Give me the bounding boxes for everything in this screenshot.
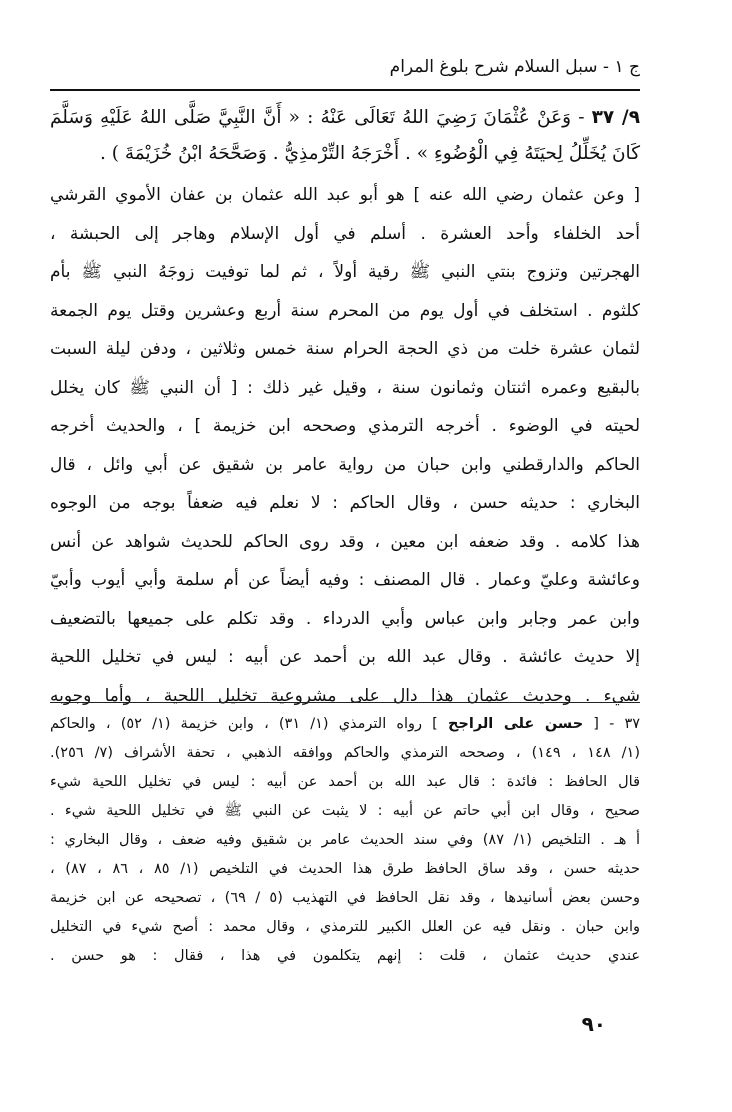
- header-divider: [50, 89, 640, 91]
- footnote-line: قال الحافظ : فائدة : قال عبد الله بن أحمد عن أبيه : ليس في تخليل اللحية شيء: [50, 774, 640, 790]
- footnote-line: (١/ ١٤٨ ، ١٤٩) ، وصححه الترمذي والحاكم ووافقه الذهبي ، تحفة الأشراف (٧/ ٢٥٦).: [50, 745, 640, 761]
- footnote-line: [50, 710, 640, 739]
- commentary-line: لثمان عشرة خلت من ذي الحجة الحرام سنة خمس وثلاثين ، ودفن ليلة السبت: [50, 339, 640, 359]
- footnote-line: عندي حديث عثمان ، قلت : إنهم يتكلمون في هذا ، فقال : هو حسن .: [50, 948, 640, 964]
- hadith-line-2: كَانَ يُخَلِّلُ لِحيَتَهُ فِي الْوُضُوءِ » . أَخْرَجَهُ التِّرْمذِيُّ . وَصَحَّحَهُ ابْنُ خُزَيْمَةَ ) .: [99, 143, 640, 164]
- commentary-line: هذا كلامه . وقد ضعفه ابن معين ، وقد روى الحاكم للحديث شواهد عن أنس: [50, 531, 640, 552]
- footnote-line: صحيح ، وقال ابن أبي حاتم عن أبيه : لا يثبت عن النبي ﷺ في تخليل اللحية شيء .: [50, 803, 640, 819]
- footnotes: [50, 710, 640, 971]
- commentary-line: إلا حديث عائشة . وقال عبد الله بن أحمد عن أبيه : ليس في تخليل اللحية: [50, 647, 640, 667]
- running-header: ج ١ - سبل السلام شرح بلوغ المرام: [389, 57, 640, 77]
- footnote-divider: [50, 702, 640, 703]
- commentary-line: لحيته في الوضوء . أخرجه الترمذي وصححه ابن خزيمة ] ، والحديث أخرجه: [50, 416, 640, 436]
- commentary-line: كلثوم . استخلف في أول يوم من المحرم سنة أربع وعشرين وقتل يوم الجمعة: [50, 300, 640, 321]
- hadith-number: ٩/ ٣٧: [591, 107, 640, 128]
- commentary-line: شيء . وحديث عثمان هذا دال على مشروعية تخليل اللحية ، وأما وجوبه: [50, 685, 640, 706]
- footnote-line: أ هـ . التلخيص (١/ ٨٧) وفي سند الحديث عامر بن شقيق وفيه ضعف ، وقال البخاري :: [50, 832, 641, 848]
- page-number: ٩٠: [581, 1012, 606, 1036]
- commentary-line: وابن عمر وجابر وابن عباس وأبي الدرداء . وقد تكلم على جميعها بالتضعيف: [50, 608, 640, 629]
- footnote-line: حديثه حسن ، وقد ساق الحافظ طرق هذا الحديث في التلخيص (١/ ٨٥ ، ٨٦ ، ٨٧) ،: [50, 861, 640, 877]
- hadith-line: [50, 100, 640, 136]
- commentary-line: وعائشة وعليّ وعمار . قال المصنف : وفيه أيضاً عن أم سلمة وأبي أيوب وأبيّ: [50, 570, 640, 590]
- footnote-line: وحسن بعض أسانيدها ، وقد نقل الحافظ في التهذيب (٥ / ٦٩) ، تصحيحه عن ابن خزيمة: [50, 890, 640, 906]
- commentary-text: [50, 176, 640, 715]
- hadith-text: [50, 100, 640, 172]
- hadith-line-1: - وَعَنْ عُثْمَانَ رَضِيَ اللهُ تَعَالَى عَنْهُ : « أَنَّ النَّبِيَّ صَلَّى اللهُ عَلَيْهِ وَسَلَّمَ: [50, 107, 585, 128]
- commentary-line: الحاكم والدارقطني وابن حبان من رواية عامر بن شقيق عن أبي وائل ، قال: [50, 454, 640, 475]
- commentary-line: أحد الخلفاء وأحد العشرة . أسلم في أول الإسلام وهاجر إلى الحبشة ،: [50, 223, 640, 244]
- footnote-line: وابن حبان . ونقل فيه عن العلل الكبير للترمذي ، وقال محمد : أصح شيء في التخليل: [50, 919, 640, 935]
- commentary-line: بالبقيع وعمره اثنتان وثمانون سنة ، وقيل غير ذلك : [ أن النبي ﷺ كان يخلل: [50, 377, 640, 398]
- footnote-prefix: ٣٧ - [: [593, 716, 641, 732]
- footnote-line-1-rest: ] رواه الترمذي (١/ ٣١) ، وابن خزيمة (١/ ٥٢) ، والحاكم: [50, 716, 438, 732]
- commentary-line: الهجرتين وتزوج بنتي النبي ﷺ رقية أولاً ، ثم لما توفيت زوجَهُ النبي ﷺ بأم: [50, 262, 640, 282]
- commentary-line: [ وعن عثمان رضي الله عنه ] هو أبو عبد الله عثمان بن عفان الأموي القرشي: [50, 185, 640, 205]
- footnote-grade: حسن على الراجح: [447, 716, 584, 732]
- commentary-line: البخاري : حديثه حسن ، وقال الحاكم : لا نعلم فيه ضعفاً بوجه من الوجوه: [50, 493, 640, 513]
